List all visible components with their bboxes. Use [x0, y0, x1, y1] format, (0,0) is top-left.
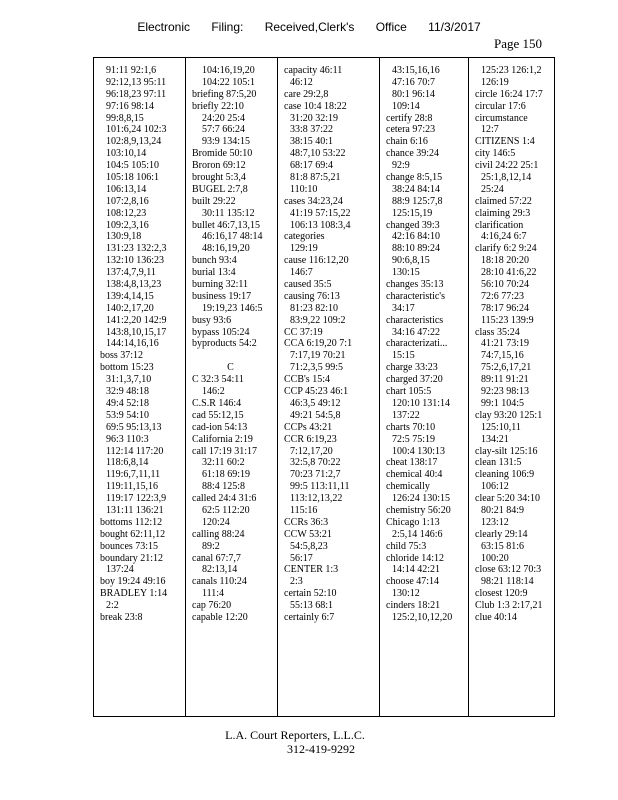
index-entry: 130:9,18 [106, 231, 142, 243]
index-entry: 80:21 84:9 [481, 504, 525, 516]
index-entry: 7:12,17,20 [290, 445, 333, 457]
index-entry: 74:7,15,16 [481, 350, 524, 362]
index-entry: 88:9 125:7,8 [392, 195, 443, 207]
page-footer [0, 728, 618, 756]
index-entry: charge 33:23 [386, 362, 438, 374]
index-entry: CENTER 1:3 [284, 564, 339, 576]
index-entry: 25:1,8,12,14 [481, 172, 532, 184]
index-entry: 2:2 [106, 600, 119, 612]
footer-phone: 312-419-9292 [287, 742, 355, 756]
index-entry: 141:2,20 142:9 [106, 314, 167, 326]
index-entry: 56:17 [290, 552, 313, 564]
word-index-table [93, 57, 555, 717]
index-entry: 103:10,14 [106, 148, 147, 160]
index-entry: 62:5 112:20 [202, 504, 250, 516]
header-office: Office [375, 20, 407, 34]
index-entry: 131:23 132:2,3 [106, 243, 167, 255]
index-entry: break 23:8 [100, 611, 143, 623]
index-entry: Chicago 1:13 [386, 516, 440, 528]
index-entry: 131:11 136:21 [106, 504, 164, 516]
index-entry: busy 93:6 [192, 314, 232, 326]
index-entry: 41:19 57:15,22 [290, 207, 351, 219]
index-entry: 46:3,5 49:12 [290, 397, 341, 409]
index-entry: characteristics [386, 314, 444, 326]
index-entry: 32:11 60:2 [202, 457, 245, 469]
index-entry: 38:15 40:1 [290, 136, 334, 148]
index-entry: 14:14 42:21 [392, 564, 441, 576]
index-entry: burial 13:4 [192, 267, 236, 279]
index-entry: 125:2,10,12,20 [392, 611, 453, 623]
index-entry: burning 32:11 [192, 279, 249, 291]
index-entry: 88:10 89:24 [392, 243, 441, 255]
index-entry: 80:1 96:14 [392, 88, 436, 100]
index-entry: clean 131:5 [475, 457, 522, 469]
index-column-2 [185, 58, 277, 716]
index-entry: bought 62:11,12 [100, 528, 166, 540]
index-entry: cheat 138:17 [386, 457, 438, 469]
index-entry: circle 16:24 17:7 [475, 88, 543, 100]
index-entry: 126:19 [481, 76, 509, 88]
index-entry: 7:17,19 70:21 [290, 350, 346, 362]
index-entry: charged 37:20 [386, 374, 443, 386]
index-entry: certain 52:10 [284, 588, 337, 600]
index-entry: 100:20 [481, 552, 509, 564]
index-entry: 31:1,3,7,10 [106, 374, 152, 386]
index-entry: 90:6,8,15 [392, 255, 430, 267]
index-entry: changed 39:3 [386, 219, 440, 231]
index-entry: byproducts 54:2 [192, 338, 257, 350]
index-entry: clay-silt 125:16 [475, 445, 538, 457]
index-entry: 68:17 69:4 [290, 160, 334, 172]
index-entry: 2:3 [290, 576, 303, 588]
index-entry: 88:4 125:8 [202, 481, 246, 493]
index-entry: 138:4,8,13,23 [106, 279, 162, 291]
index-entry: 107:2,8,16 [106, 195, 149, 207]
index-entry: 92:23 98:13 [481, 386, 530, 398]
index-entry: 120:10 131:14 [392, 397, 451, 409]
index-entry: characteristic's [386, 290, 445, 302]
index-entry: 140:2,17,20 [106, 302, 154, 314]
index-entry: 130:12 [392, 588, 420, 600]
index-entry: bullet 46:7,13,15 [192, 219, 261, 231]
index-entry: capacity 46:11 [284, 65, 343, 76]
index-entry: 38:24 84:14 [392, 183, 441, 195]
index-entry: civil 24:22 25:1 [475, 160, 539, 172]
index-entry: city 146:5 [475, 148, 516, 160]
index-entry: clear 5:20 34:10 [475, 493, 540, 505]
index-entry: 71:2,3,5 99:5 [290, 362, 344, 374]
filing-stamp-header [0, 20, 618, 34]
index-entry: Bromide 50:10 [192, 148, 253, 160]
index-entry: 89:11 91:21 [481, 374, 529, 386]
index-entry: business 19:17 [192, 290, 252, 302]
index-entry: chain 6:16 [386, 136, 428, 148]
index-entry: 99:8,8,15 [106, 112, 144, 124]
index-entry: bounces 73:15 [100, 540, 159, 552]
index-entry: charts 70:10 [386, 421, 436, 433]
index-entry: 46:16,17 48:14 [202, 231, 263, 243]
index-entry: 119:17 122:3,9 [106, 493, 167, 505]
index-entry: chart 105:5 [386, 386, 432, 398]
index-entry: CCP 45:23 46:1 [284, 386, 349, 398]
index-entry: CCW 53:21 [284, 528, 332, 540]
index-entry: 98:21 118:14 [481, 576, 534, 588]
index-entry: 75:2,6,17,21 [481, 362, 532, 374]
index-entry: 83:9,22 109:2 [290, 314, 346, 326]
index-entry: changes 35:13 [386, 279, 444, 291]
index-entry: 63:15 81:6 [481, 540, 525, 552]
index-entry: 91:11 92:1,6 [106, 65, 157, 76]
index-entry: 82:13,14 [202, 564, 238, 576]
index-entry: called 24:4 31:6 [192, 493, 257, 505]
index-entry: 15:15 [392, 350, 415, 362]
index-entry: 81:23 82:10 [290, 302, 339, 314]
index-entry: 126:24 130:15 [392, 493, 451, 505]
index-entry: 108:12,23 [106, 207, 147, 219]
index-entry: 89:2 [202, 540, 220, 552]
index-entry: 118:6,8,14 [106, 457, 149, 469]
index-entry: 146:2 [202, 386, 225, 398]
index-entry: 43:15,16,16 [392, 65, 440, 76]
index-entry: 24:20 25:4 [202, 112, 246, 124]
index-entry: 92:12,13 95:11 [106, 76, 167, 88]
index-entry: 105:18 106:1 [106, 172, 160, 184]
header-received-clerks: Received,Clerk's [264, 20, 355, 34]
index-entry: cad 55:12,15 [192, 409, 244, 421]
header-date: 11/3/2017 [428, 20, 481, 34]
index-entry: 93:9 134:15 [202, 136, 251, 148]
index-entry: 4:16,24 6:7 [481, 231, 527, 243]
index-entry: 119:6,7,11,11 [106, 469, 161, 481]
index-entry: chemically [386, 481, 430, 493]
index-entry: 55:13 68:1 [290, 600, 334, 612]
index-entry: CITIZENS 1:4 [475, 136, 535, 148]
index-entry: 46:12 [290, 76, 313, 88]
index-entry: 101:6,24 102:3 [106, 124, 167, 136]
index-entry: 49:4 52:18 [106, 397, 150, 409]
index-entry: certainly 6:7 [284, 611, 335, 623]
index-entry: bottom 15:23 [100, 362, 154, 374]
index-entry: 106:13 108:3,4 [290, 219, 351, 231]
index-entry: canals 110:24 [192, 576, 247, 588]
index-entry: 48:7,10 53:22 [290, 148, 346, 160]
index-entry: 34:16 47:22 [392, 326, 441, 338]
index-entry: 72:6 77:23 [481, 290, 525, 302]
index-entry [192, 350, 277, 362]
index-entry: 56:10 70:24 [481, 279, 530, 291]
index-entry: 113:12,13,22 [290, 493, 343, 505]
index-entry: CCRs 36:3 [284, 516, 329, 528]
index-entry: 146:7 [290, 267, 313, 279]
index-entry: 97:16 98:14 [106, 100, 155, 112]
index-entry: 34:17 [392, 302, 415, 314]
index-entry: 2:5,14 146:6 [392, 528, 443, 540]
index-entry: 99:1 104:5 [481, 397, 525, 409]
index-entry: 32:5,8 70:22 [290, 457, 341, 469]
index-entry: 109:2,3,16 [106, 219, 149, 231]
index-entry: chance 39:24 [386, 148, 440, 160]
index-entry: C.S.R 146:4 [192, 397, 242, 409]
index-entry: 104:22 105:1 [202, 76, 256, 88]
index-entry: 125:15,19 [392, 207, 433, 219]
index-entry: child 75:3 [386, 540, 427, 552]
index-entry: 99:5 113:11,11 [290, 481, 350, 493]
index-entry: bunch 93:4 [192, 255, 237, 267]
index-entry: 18:18 20:20 [481, 255, 530, 267]
index-entry: Broron 69:12 [192, 160, 246, 172]
index-entry: 102:8,9,13,24 [106, 136, 162, 148]
index-entry: certify 28:8 [386, 112, 433, 124]
index-entry: 106:12 [481, 481, 509, 493]
index-entry: call 17:19 31:17 [192, 445, 257, 457]
index-entry: 112:14 117:20 [106, 445, 164, 457]
index-entry: care 29:2,8 [284, 88, 329, 100]
index-entry: 28:10 41:6,22 [481, 267, 537, 279]
footer-company: L.A. Court Reporters, L.L.C. [225, 728, 365, 742]
index-entry: 78:17 96:24 [481, 302, 530, 314]
index-entry: 106:13,14 [106, 183, 147, 195]
index-entry: canal 67:7,7 [192, 552, 241, 564]
index-entry: 31:20 32:19 [290, 112, 339, 124]
index-entry: 33:8 37:22 [290, 124, 334, 136]
index-entry: case 10:4 18:22 [284, 100, 347, 112]
index-entry: 104:16,19,20 [202, 65, 255, 76]
index-entry: bypass 105:24 [192, 326, 250, 338]
index-entry: clay 93:20 125:1 [475, 409, 543, 421]
index-entry: 115:23 139:9 [481, 314, 534, 326]
index-entry: clue 40:14 [475, 611, 517, 623]
index-entry: BRADLEY 1:14 [100, 588, 168, 600]
index-entry: California 2:19 [192, 433, 253, 445]
index-entry: 139:4,14,15 [106, 290, 154, 302]
index-entry: BUGEL 2:7,8 [192, 183, 248, 195]
index-entry: Club 1:3 2:17,21 [475, 600, 543, 612]
index-entry: 115:16 [290, 504, 318, 516]
index-entry: circular 17:6 [475, 100, 526, 112]
index-entry: cases 34:23,24 [284, 195, 343, 207]
index-entry: built 29:22 [192, 195, 236, 207]
index-entry: cetera 97:23 [386, 124, 436, 136]
index-entry: brought 5:3,4 [192, 172, 246, 184]
index-entry: chemistry 56:20 [386, 504, 451, 516]
index-entry: 19:19,23 146:5 [202, 302, 263, 314]
index-entry: cleaning 106:9 [475, 469, 535, 481]
index-entry: 53:9 54:10 [106, 409, 150, 421]
index-entry: CCPs 43:21 [284, 421, 333, 433]
index-entry: clarify 6:2 9:24 [475, 243, 537, 255]
index-entry: boss 37:12 [100, 350, 144, 362]
index-entry: 61:18 69:19 [202, 469, 251, 481]
index-column-3 [277, 58, 379, 716]
index-entry: calling 88:24 [192, 528, 245, 540]
index-entry: 120:24 [202, 516, 230, 528]
index-entry: 69:5 95:13,13 [106, 421, 162, 433]
index-entry: 137:4,7,9,11 [106, 267, 156, 279]
index-entry: 48:16,19,20 [202, 243, 250, 255]
index-entry: claiming 29:3 [475, 207, 531, 219]
index-entry: 92:9 [392, 160, 410, 172]
index-column-1 [94, 58, 185, 716]
index-entry: 96:18,23 97:11 [106, 88, 167, 100]
index-entry: 123:12 [481, 516, 509, 528]
index-entry: CCB's 15:4 [284, 374, 330, 386]
index-entry: 104:5 105:10 [106, 160, 160, 172]
index-entry: 96:3 110:3 [106, 433, 149, 445]
index-entry: CC 37:19 [284, 326, 323, 338]
index-entry: C 32:3 54:11 [192, 374, 244, 386]
index-entry: cad-ion 54:13 [192, 421, 248, 433]
page-number: Page 150 [494, 36, 543, 51]
index-entry: boy 19:24 49:16 [100, 576, 166, 588]
index-entry: 110:10 [290, 183, 318, 195]
index-entry: 72:5 75:19 [392, 433, 436, 445]
index-entry: 47:16 70:7 [392, 76, 436, 88]
index-entry: 129:19 [290, 243, 318, 255]
index-entry: 42:16 84:10 [392, 231, 441, 243]
index-entry: change 8:5,15 [386, 172, 443, 184]
index-entry: 25:24 [481, 183, 504, 195]
index-entry: characterizati... [386, 338, 448, 350]
index-entry: 12:7 [481, 124, 499, 136]
index-entry: caused 35:5 [284, 279, 332, 291]
index-entry: CCR 6:19,23 [284, 433, 337, 445]
index-entry: 70:23 71:2,7 [290, 469, 341, 481]
index-entry: causing 76:13 [284, 290, 340, 302]
header-electronic: Electronic [137, 20, 190, 34]
index-entry: 137:22 [392, 409, 420, 421]
index-entry: 41:21 73:19 [481, 338, 530, 350]
index-entry: bottoms 112:12 [100, 516, 163, 528]
index-entry: circumstance [475, 112, 528, 124]
index-entry: cause 116:12,20 [284, 255, 349, 267]
index-entry: 132:10 136:23 [106, 255, 165, 267]
index-entry: 109:14 [392, 100, 420, 112]
index-entry: 100:4 130:13 [392, 445, 446, 457]
index-column-5 [468, 58, 556, 716]
index-entry: closest 120:9 [475, 588, 528, 600]
index-entry: choose 47:14 [386, 576, 440, 588]
index-entry: clarification [475, 219, 524, 231]
index-entry: 32:9 48:18 [106, 386, 150, 398]
index-entry: boundary 21:12 [100, 552, 164, 564]
index-entry: 125:23 126:1,2 [481, 65, 542, 76]
index-entry: cap 76:20 [192, 600, 232, 612]
index-entry: 30:11 135:12 [202, 207, 255, 219]
header-filing: Filing: [211, 20, 244, 34]
index-entry: categories [284, 231, 325, 243]
index-entry: 130:15 [392, 267, 420, 279]
index-entry: 144:14,16,16 [106, 338, 159, 350]
index-entry: briefly 22:10 [192, 100, 244, 112]
index-entry: claimed 57:22 [475, 195, 532, 207]
index-entry: 143:8,10,15,17 [106, 326, 167, 338]
index-entry: 137:24 [106, 564, 134, 576]
index-entry: 125:10,11 [481, 421, 521, 433]
index-entry: 54:5,8,23 [290, 540, 328, 552]
index-entry: clearly 29:14 [475, 528, 528, 540]
index-entry: close 63:12 70:3 [475, 564, 542, 576]
index-entry: 57:7 66:24 [202, 124, 246, 136]
index-letter-heading: C [227, 362, 234, 374]
index-entry: briefing 87:5,20 [192, 88, 257, 100]
index-entry: class 35:24 [475, 326, 520, 338]
index-entry: CCA 6:19,20 7:1 [284, 338, 353, 350]
index-column-4 [379, 58, 468, 716]
index-entry: capable 12:20 [192, 611, 248, 623]
index-entry: chemical 40:4 [386, 469, 443, 481]
index-entry: cinders 18:21 [386, 600, 441, 612]
index-entry: chloride 14:12 [386, 552, 445, 564]
index-entry: 81:8 87:5,21 [290, 172, 341, 184]
index-entry: 111:4 [202, 588, 225, 600]
index-entry: 119:11,15,16 [106, 481, 159, 493]
index-entry: 134:21 [481, 433, 509, 445]
index-entry: 49:21 54:5,8 [290, 409, 341, 421]
